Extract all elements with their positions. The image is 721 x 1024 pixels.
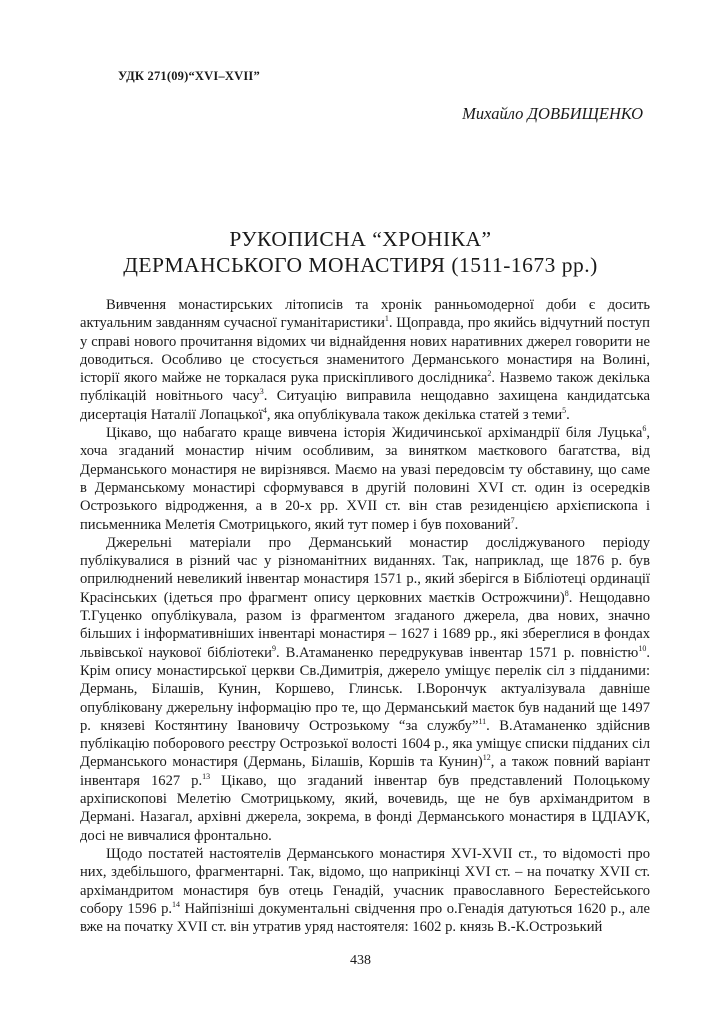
paragraph-text: , хоча згаданий монастир нічим особливим, за винятком маєткового багатства, від Дерманського монастиря не вирізнявся. Маємо на увазі передовсім ту обставину, що саме в Дерманському монастирі сформувався в другій половині XVI ст. один із осередків Острозького відродження, а в 20-х рр. XVII ст. він став резиденцією архієпископа і письменника Мелетія Смотрицького, який тут помер і був похований [80, 425, 650, 533]
footnote-marker: 11 [478, 716, 487, 726]
paragraph-text: Цікаво, що набагато краще вивчена історія Жидичинської архімандрії біля Луцька [106, 425, 643, 442]
title-line-1: РУКОПИСНА “ХРОНІКА” [229, 227, 492, 251]
footnote-marker: 12 [482, 753, 491, 763]
footnote-marker: 10 [638, 643, 647, 653]
paragraph-text: Найпізніші документальні свідчення про о.Генадія датуються 1620 р., але вже на початку XVII ст. він утратив уряд настоятеля: 1602 р. князь В.-К.Острозький [80, 900, 650, 936]
paragraph-text: Вивчення монастирських літописів та хронік ранньомодерної доби є досить актуальним завданням сучасної гуманітаристики [80, 297, 650, 332]
paragraph-text: . В.Атаманенко здійснив публікацію поборового реєстру Острозької волості 1604 р., яка уміщує списки підданих сіл Дерманського монастиря (Дермань, Білашів, Коршів та Кунин) [80, 717, 650, 771]
article-body [80, 296, 650, 936]
footnote-marker: 1 [384, 314, 389, 324]
footnote-marker: 5 [562, 405, 567, 415]
author-name: Михайло ДОВБИЩЕНКО [462, 104, 643, 123]
body-paragraph [80, 534, 650, 845]
article-title [80, 226, 641, 278]
footnote-marker: 6 [642, 424, 647, 434]
footnote-marker: 13 [202, 771, 211, 781]
udc-code: УДК 271(09)“XVI–XVII” [118, 69, 260, 83]
paragraph-text: . В.Атаманенко передрукував інвентар 1571 р. повністю [275, 644, 639, 661]
paragraph-text: . [514, 516, 519, 533]
footnote-marker: 8 [564, 588, 569, 598]
paragraph-text: . Назвемо також декілька публікацій новітнього часу [80, 370, 650, 405]
footnote-marker: 3 [259, 387, 264, 397]
paragraph-text: . Щоправда, про якийсь відчутний поступ у справі нового прочитання відомих чи віднайдення нових наративних джерел говорити не доводиться. Особливо це стосується знаменитого Дерманського монастиря на Волині, історії якого майже не торкалася рука прискіпливого дослідника [80, 315, 650, 387]
paragraph-text: , яка опублікувала також декілька статей з теми [266, 406, 563, 423]
body-paragraph [80, 424, 650, 534]
footnote-marker: 7 [510, 515, 515, 525]
paragraph-text: . Крім опису монастирської церкви Св.Димитрія, джерело уміщує перелік сіл з підданими: Дермань, Білашів, Кунин, Коршево, Глинськ. І.Ворончук актуалізувала давніше опубліковану джерельну інформацію про те, що Дерманський маєток був наданий ще 1497 р. князеві Костянтину Івановичу Острозькому “за службу” [80, 644, 650, 734]
paragraph-text: , а також повний варіант інвентаря 1627 р. [80, 754, 650, 789]
paragraph-text: . [566, 406, 570, 423]
paragraph-text: Цікаво, що згаданий інвентар був представлений Полоцькому архіпископові Мелетію Смотрицькому, який, вочевидь, ще не був архімандритом в Дермані. Назагал, архівні джерела, зокрема, в фонді Дерманського монастиря в ЦДІАУК, досі не вивчалися фронтально. [80, 772, 650, 844]
body-paragraph [80, 845, 650, 936]
footnote-marker: 4 [262, 405, 267, 415]
body-paragraph [80, 296, 650, 424]
paragraph-text: . Ситуацію виправила нещодавно захищена кандидатська дисертація Наталії Лопацької [80, 388, 650, 423]
footnote-marker: 2 [487, 369, 492, 379]
title-line-2: ДЕРМАНСЬКОГО МОНАСТИРЯ (1511-1673 рр.) [123, 253, 598, 277]
footnote-marker: 14 [172, 899, 181, 909]
paragraph-text: . Нещодавно Т.Гуценко опублікувала, разом із фрагментом згаданого джерела, два нових, значно більших і інформативніших інвентарі монастиря – 1627 і 1689 рр., які збереглися в фондах львівської наукової бібліотеки [80, 589, 650, 661]
footnote-marker: 9 [271, 643, 276, 653]
page-number: 438 [350, 953, 371, 968]
paragraph-text: Щодо постатей настоятелів Дерманського монастиря XVI-XVII ст., то відомості про них, здебільшого, фрагментарні. Так, відомо, що наприкінці XVI ст. – на початку XVII ст. архімандритом монастиря був отець Генадій, учасник православного Берестейського собору 1596 р. [80, 845, 650, 917]
paragraph-text: Джерельні матеріали про Дерманський монастир досліджуваного періоду публікувалися в різний час у різноманітних виданнях. Так, наприклад, ще 1876 р. був оприлюднений невеликий інвентар монастиря 1571 р., який зберігся в Бібліотеці ординації Красінських (ідеться про фрагмент опису церковних маєтків Острожчини) [80, 534, 650, 606]
